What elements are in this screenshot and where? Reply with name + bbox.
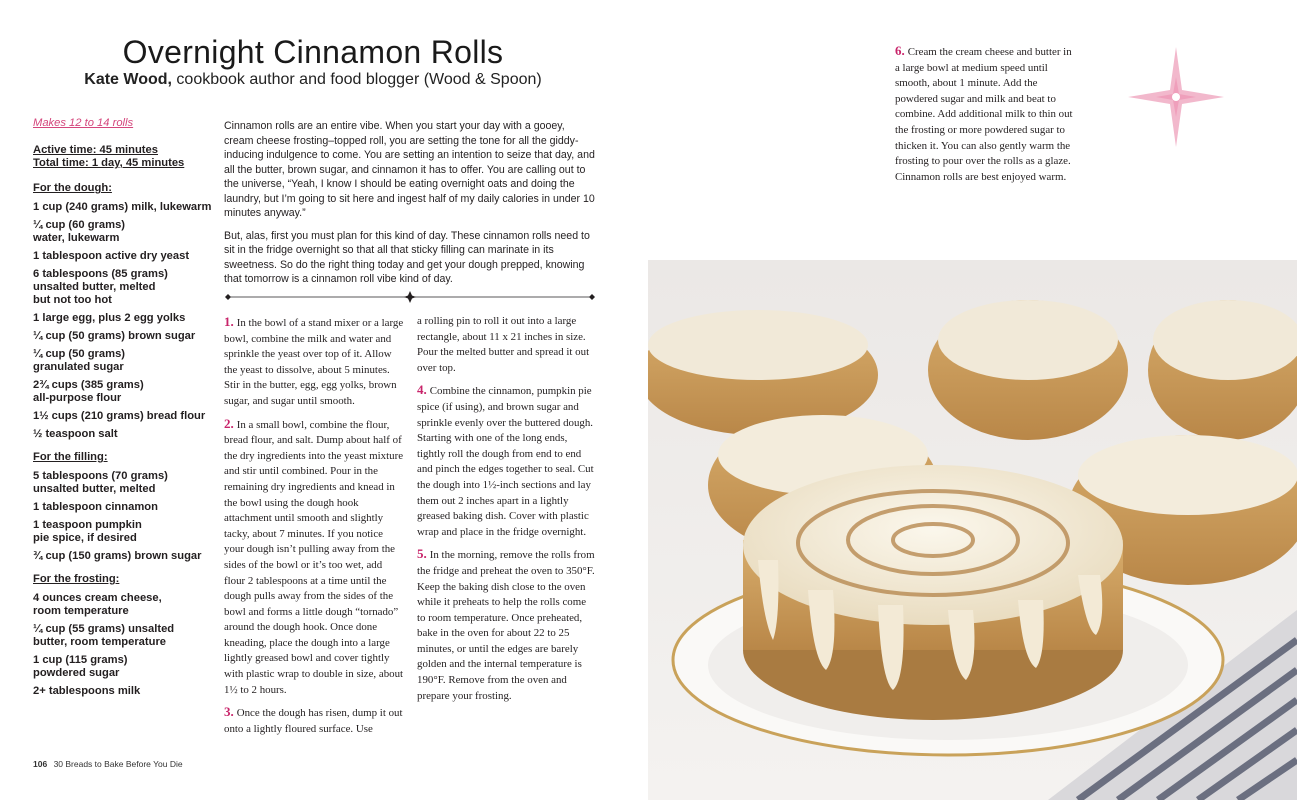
page-footer bbox=[33, 759, 183, 769]
active-time: Active time: 45 minutes bbox=[33, 144, 158, 156]
cinnamon-rolls-photo bbox=[648, 260, 1297, 800]
step-text: In a small bowl, combine the flour, bread flour, and salt. Dump about half of the dry ingredients into the yeast mixture and stir until combined. Pour in the remaining dry ingredients and knead in the bowl using the dough hook attachment until smooth and slightly tacky, about 7 minutes. If you notice your dough isn’t pulling away from the sides of the bowl or it’s too wet, add flour 2 tablespoons at a time until the dough pulls away from the sides of the bowl and forms a little dough “tornado” around the dough hook. Once done kneading, place the dough into a large lightly greased bowl and cover tightly with plastic wrap to double in size, about 1½ to 2 hours. bbox=[224, 418, 404, 696]
step-number: 2. bbox=[224, 415, 234, 431]
intro-text bbox=[224, 119, 596, 295]
ingredient-item: ¼ cup (50 grams) granulated sugar bbox=[33, 348, 126, 373]
step-number: 5. bbox=[417, 546, 427, 562]
step-6 bbox=[895, 43, 1075, 185]
ingredient-item: ¼ cup (55 grams) unsalted butter, room temperature bbox=[33, 623, 175, 648]
step-3 bbox=[224, 704, 404, 737]
step-number: 6. bbox=[895, 43, 905, 58]
step-number: 3. bbox=[224, 704, 234, 720]
filling-heading: For the filling: bbox=[33, 451, 108, 463]
step-text: Combine the cinnamon, pumpkin pie spice (if using), and brown sugar and sprinkle evenly over the buttered dough. Starting with one of the long ends, tightly roll the dough from end to end and pinch the edges together to seal. Cut the dough into 1½-inch sections and lay them out 2 inches apart in a lightly greased baking dish. Cover with plastic wrap and place in the fridge overnight. bbox=[417, 385, 594, 538]
step-2 bbox=[224, 416, 404, 699]
steps-column-3 bbox=[895, 43, 1075, 191]
dough-heading: For the dough: bbox=[33, 182, 112, 194]
recipe-title: Overnight Cinnamon Rolls bbox=[122, 34, 504, 70]
yield-label: Makes 12 to 14 rolls bbox=[33, 117, 134, 129]
time-block bbox=[33, 144, 213, 170]
step-number: 4. bbox=[417, 382, 427, 398]
intro-paragraph: Cinnamon rolls are an entire vibe. When you start your day with a gooey, cream cheese frosting–topped roll, you are setting the tone for all the giddy-inducing indulgence to come. You are setting an intention to seize that day, and all the butter, brown sugar, and cinnamon it has to offer. You are calling out to the universe, “Yeah, I know I should be eating overnight oats and doing the laundry, but I’m going to sit here and ingest half of my daily calories in under 10 minutes anyway.” bbox=[224, 120, 595, 219]
ingredient-item: 2¾ cups (385 grams) all-purpose flour bbox=[33, 379, 144, 404]
ingredient-item: 5 tablespoons (70 grams) unsalted butter, melted bbox=[33, 470, 168, 495]
ingredient-item: ¼ cup (60 grams) water, lukewarm bbox=[33, 219, 126, 244]
ingredient-item: ½ teaspoon salt bbox=[33, 428, 118, 440]
ingredient-item: 1 teaspoon pumpkin pie spice, if desired bbox=[33, 519, 142, 544]
four-point-star-icon bbox=[1128, 47, 1224, 147]
step-1 bbox=[224, 314, 404, 410]
author-line bbox=[0, 71, 626, 89]
page-number: 106 bbox=[33, 759, 48, 769]
step-3-continued: a rolling pin to roll it out into a large rectangle, about 11 x 21 inches in size. Pour the melted butter and spread it out over top. bbox=[417, 315, 590, 374]
step-5 bbox=[417, 546, 597, 704]
ingredient-item: ¼ cup (50 grams) brown sugar bbox=[33, 330, 196, 342]
step-text: In the bowl of a stand mixer or a large bowl, combine the milk and water and sprinkle the yeast over top of it. Allow the yeast to dissolve, about 5 minutes. Stir in the butter, egg, egg yolks, brown sugar, and sugar until smooth. bbox=[224, 317, 404, 407]
step-4 bbox=[417, 382, 597, 540]
author-role: cookbook author and food blogger (Wood & Spoon) bbox=[176, 71, 542, 88]
ingredient-item: 1 tablespoon cinnamon bbox=[33, 501, 158, 513]
step-number: 1. bbox=[224, 314, 234, 329]
total-time: Total time: 1 day, 45 minutes bbox=[33, 157, 185, 169]
ingredient-item: 4 ounces cream cheese, room temperature bbox=[33, 592, 162, 617]
ingredient-item: ¾ cup (150 grams) brown sugar bbox=[33, 550, 202, 562]
ingredient-item: 1½ cups (210 grams) bread flour bbox=[33, 410, 206, 422]
steps-column-1 bbox=[224, 314, 404, 743]
book-title: 30 Breads to Bake Before You Die bbox=[53, 759, 183, 769]
step-text: Cream the cream cheese and butter in a large bowl at medium speed until smooth, about 1 minute. Add the powdered sugar and milk and beat to combine. Add additional milk to thin out the frosting or more powdered sugar to thicken it. You can also gently warm the frosting to pour over the rolls as a glaze. Cinnamon rolls are best enjoyed warm. bbox=[895, 46, 1073, 183]
ingredient-item: 1 cup (240 grams) milk, lukewarm bbox=[33, 201, 212, 213]
ingredient-item: 1 cup (115 grams) powdered sugar bbox=[33, 654, 128, 679]
author-name: Kate Wood, bbox=[84, 71, 172, 88]
steps-column-2 bbox=[417, 314, 597, 710]
ingredient-item: 1 tablespoon active dry yeast bbox=[33, 250, 190, 262]
frosting-heading: For the frosting: bbox=[33, 573, 120, 585]
intro-paragraph: But, alas, first you must plan for this kind of day. These cinnamon rolls need to sit in the fridge overnight so that all that sticky filling can marinate in its sweetness. So do the right thing today and get your dough prepped, knowing that tomorrow is a cinnamon roll vibe kind of day. bbox=[224, 229, 590, 285]
ingredient-item: 1 large egg, plus 2 egg yolks bbox=[33, 312, 186, 324]
ornamental-divider-icon bbox=[224, 291, 596, 303]
step-text: Once the dough has risen, dump it out onto a lightly floured surface. Use bbox=[224, 707, 403, 735]
ingredient-item: 6 tablespoons (85 grams) unsalted butter, melted but not too hot bbox=[33, 268, 168, 306]
ingredients-column bbox=[33, 117, 213, 703]
ingredient-item: 2+ tablespoons milk bbox=[33, 685, 141, 697]
step-text: In the morning, remove the rolls from the fridge and preheat the oven to 350°F. Keep the baking dish close to the oven while it preheats to help the rolls come to room temperature. Once preheated, bake in the oven for about 22 to 25 minutes, or until the edges are barely golden and the internal temperature is 190°F. Remove from the oven and prepare your frosting. bbox=[417, 549, 595, 702]
